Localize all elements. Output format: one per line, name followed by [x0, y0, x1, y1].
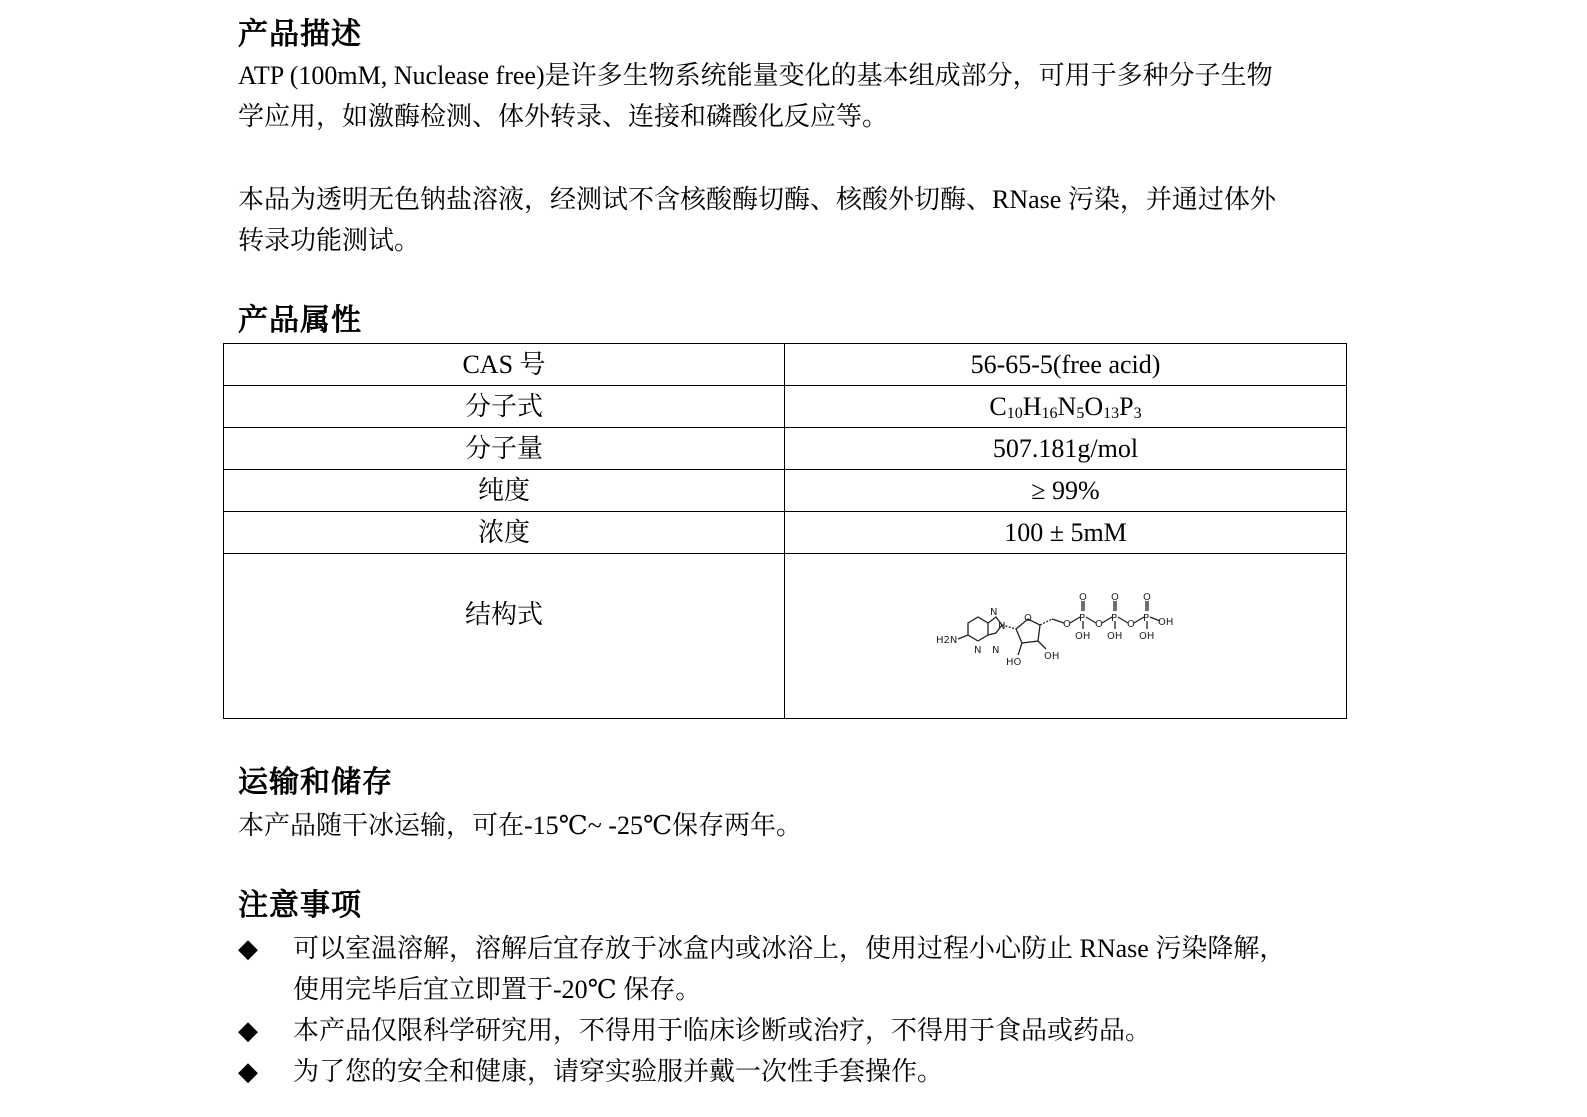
diamond-bullet-icon: ◆	[238, 1016, 258, 1045]
note-text	[293, 1051, 943, 1092]
atom-label: N	[989, 607, 997, 618]
atom-label: N	[973, 645, 981, 656]
shipping-text: 本产品随干冰运输，可在-15℃~ -25℃保存两年。	[238, 811, 803, 840]
notes-heading: 注意事项	[238, 889, 362, 922]
atom-label: N	[991, 645, 999, 656]
atom-label: O	[1078, 592, 1087, 603]
atom-label: O	[1023, 613, 1032, 624]
atp-structure-diagram	[936, 591, 1196, 681]
formula-n-count: 5	[1076, 405, 1085, 422]
atom-label: OH	[1043, 651, 1059, 662]
formula-o: O	[1084, 392, 1104, 421]
atom-label: OH	[1074, 631, 1090, 642]
formula-n: N	[1057, 392, 1077, 421]
formula-c-count: 10	[1006, 405, 1023, 422]
formula-h: H	[1022, 392, 1042, 421]
property-value-purity: ≥ 99%	[785, 470, 1347, 512]
atom-label: N	[997, 621, 1005, 632]
table-row	[224, 512, 1347, 554]
note-text	[293, 1010, 1151, 1051]
property-label-concentration: 浓度	[224, 512, 785, 554]
properties-table	[223, 343, 1347, 719]
description-line: 本品为透明无色钠盐溶液，经测试不含核酸酶切酶、核酸外切酶、RNase 污染，并通过体外	[238, 185, 1276, 214]
note-text	[293, 928, 1285, 1010]
note-line: 本产品仅限科学研究用，不得用于临床诊断或治疗，不得用于食品或药品。	[293, 1016, 1152, 1045]
note-line: 为了您的安全和健康，请穿实验服并戴一次性手套操作。	[293, 1057, 944, 1086]
property-label-structure: 结构式	[224, 554, 785, 719]
atom-label: OH	[1157, 617, 1173, 628]
table-row	[224, 386, 1347, 428]
description-paragraph-1	[238, 55, 1348, 137]
atom-label: O	[1126, 619, 1135, 630]
diamond-bullet-icon: ◆	[238, 934, 258, 963]
description-paragraph-2	[238, 179, 1348, 261]
atom-label: O	[1142, 592, 1151, 603]
property-label-mw: 分子量	[224, 428, 785, 470]
property-value-structure	[785, 554, 1347, 719]
table-row	[224, 428, 1347, 470]
property-label-cas: CAS 号	[224, 344, 785, 386]
diamond-bullet-icon: ◆	[238, 1057, 258, 1086]
atom-label: P	[1110, 613, 1117, 624]
description-line: ATP (100mM, Nuclease free)是许多生物系统能量变化的基本组成部分，可用于多种分子生物	[238, 61, 1273, 90]
atom-label: HO	[1005, 657, 1021, 668]
formula-h-count: 16	[1041, 405, 1058, 422]
property-value-concentration: 100 ± 5mM	[785, 512, 1347, 554]
table-row	[224, 554, 1347, 719]
atom-label: O	[1094, 619, 1103, 630]
atom-label: P	[1142, 613, 1149, 624]
note-line: 可以室温溶解，溶解后宜存放于冰盒内或冰浴上，使用过程小心防止 RNase 污染降解，	[293, 934, 1286, 963]
properties-heading: 产品属性	[238, 304, 362, 337]
atom-label: O	[1062, 619, 1071, 630]
formula-c: C	[989, 392, 1007, 421]
formula-p: P	[1119, 392, 1134, 421]
atom-label: H2N	[935, 635, 957, 646]
shipping-heading: 运输和储存	[238, 766, 393, 799]
atom-label: P	[1078, 613, 1085, 624]
property-value-formula	[785, 386, 1347, 428]
formula-o-count: 13	[1103, 405, 1120, 422]
table-row	[224, 470, 1347, 512]
atom-label: OH	[1106, 631, 1122, 642]
property-value-mw: 507.181g/mol	[785, 428, 1347, 470]
atom-label: OH	[1138, 631, 1154, 642]
formula-p-count: 3	[1133, 405, 1142, 422]
note-line: 使用完毕后宜立即置于-20℃ 保存。	[293, 975, 702, 1004]
description-line: 学应用，如激酶检测、体外转录、连接和磷酸化反应等。	[238, 102, 889, 131]
atom-label: O	[1110, 592, 1119, 603]
description-line: 转录功能测试。	[238, 226, 421, 255]
table-row	[224, 344, 1347, 386]
property-value-cas: 56-65-5(free acid)	[785, 344, 1347, 386]
description-heading: 产品描述	[238, 18, 362, 51]
property-label-purity: 纯度	[224, 470, 785, 512]
property-label-formula: 分子式	[224, 386, 785, 428]
